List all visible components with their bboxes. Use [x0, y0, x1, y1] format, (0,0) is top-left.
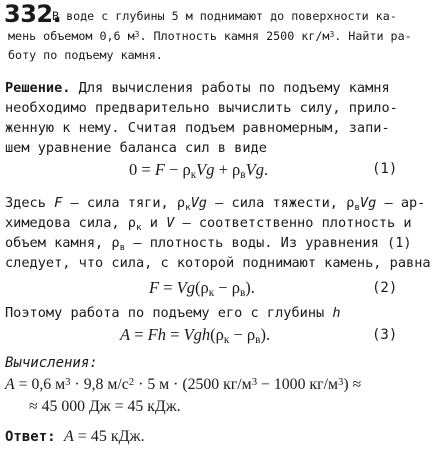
paragraph-2-line-3: объем камня, $\rho_в$ — плотность воды. Из уравнения (1)	[5, 235, 412, 253]
calculation-line-1: A = 0,6 $м^3 \cdot 9,8$ $м/с^2 \cdot 5$ м · (2500 $кг/м^3 - 1000$ $кг/м^3$) ≈	[5, 376, 362, 393]
equation-1-number: (1)	[372, 161, 398, 177]
paragraph-2-line-1: Здесь F — сила тяги, $\rho_кVg$ — сила тяжести, $\rho_вVg$ — ар-	[5, 195, 426, 213]
answer-value: A = 45 кДж.	[64, 428, 145, 445]
calculation-line-2: ≈ 45 000 Дж = 45 кДж.	[29, 398, 181, 415]
solution-line-2: необходимо предварительно вычислить силу, прило-	[5, 100, 398, 116]
solution-line-4: шем уравнение баланса сил в виде	[5, 140, 267, 156]
problem-number: 332.	[4, 0, 62, 28]
paragraph-2-line-2: химедова сила, $\rho_к$ и V — соответственно плотность и	[5, 215, 412, 233]
answer-label: Ответ:	[5, 429, 56, 445]
equation-3-number: (3)	[372, 327, 398, 343]
calculations-label: Вычисления:	[5, 355, 98, 371]
paragraph-3-line-1: Поэтому работа по подъему его с глубины h	[5, 305, 341, 321]
problem-line-3: боту по подъему камня.	[8, 48, 163, 62]
equation-2-number: (2)	[372, 280, 398, 296]
problem-line-2: мень объемом 0,6 $м^3$. Плотность камня 2500 $кг/м^3$. Найти ра-	[8, 29, 412, 43]
equation-3: $A = Fh = Vgh(\rho_к - \rho_в)$.	[120, 325, 271, 347]
paragraph-2-line-4: следует, что сила, с которой поднимают камень, равна	[5, 255, 431, 271]
solution-line-1: Решение. Для вычисления работы по подъему камня	[5, 80, 390, 96]
equation-2: $F = Vg(\rho_к - \rho_в)$.	[149, 278, 255, 300]
solution-line-3: женную к нему. Считая подъем равномерным, запи-	[5, 120, 390, 136]
solution-label: Решение.	[5, 80, 71, 96]
answer	[5, 428, 145, 446]
equation-1: $0 = F - \rho_кVg + \rho_вVg$.	[129, 160, 269, 182]
problem-line-1: В воде с глубины 5 м поднимают до поверхности ка-	[52, 9, 397, 23]
